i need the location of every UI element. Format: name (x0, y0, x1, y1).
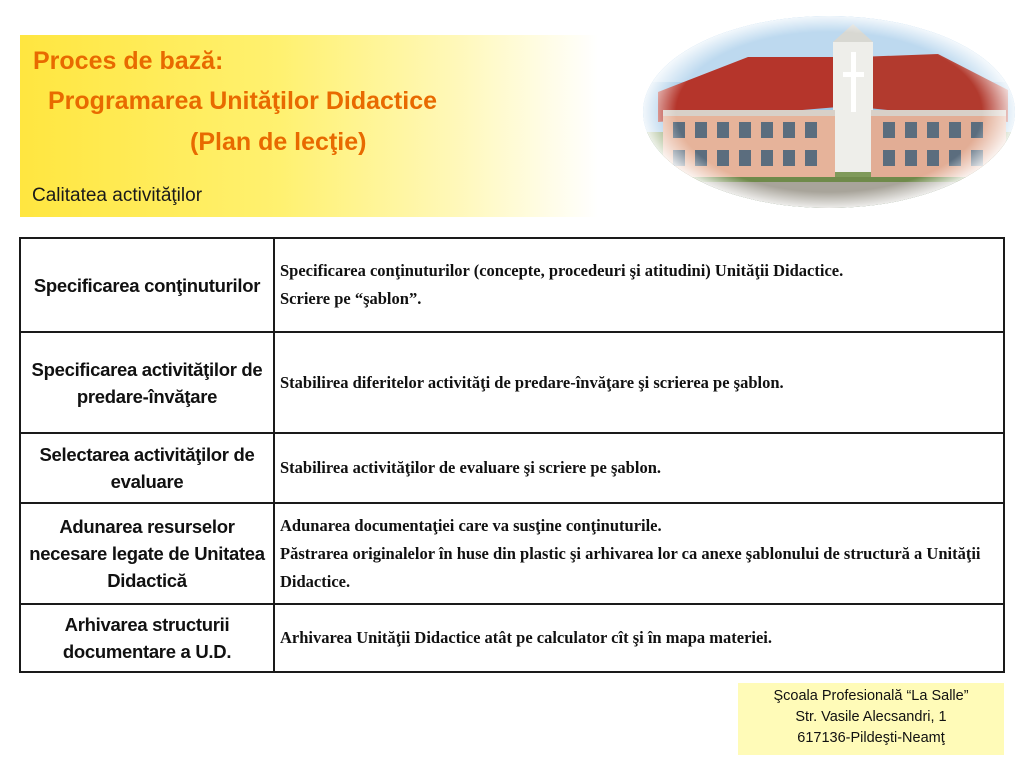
row-description (274, 332, 1004, 433)
page-title: Proces de bază: (33, 47, 224, 75)
page-title-sub: (Plan de lecţie) (190, 128, 367, 156)
description-line: Stabilirea activităţilor de evaluare şi scriere pe şablon. (280, 458, 661, 477)
description-line: Păstrarea originalelor în huse din plastic şi arhivarea lor ca anexe şablonului de structură a Unităţii Didactice. (280, 543, 981, 591)
school-name: Şcoala Profesională “La Salle” (773, 688, 969, 704)
row-description (274, 604, 1004, 672)
table-row (20, 503, 1004, 604)
description-line: Scriere pe “şablon”. (280, 289, 422, 308)
school-building-photo (638, 12, 1020, 212)
row-label: Specificarea activităţilor de predare-învăţare (20, 332, 274, 433)
school-city: 617136-Pildeşti-Neamţ (797, 730, 945, 746)
description-line: Adunarea documentaţiei care va susţine conţinuturile. (280, 515, 662, 535)
row-description (274, 433, 1004, 503)
row-description (274, 503, 1004, 604)
process-table (19, 237, 1005, 673)
table-row (20, 332, 1004, 433)
page-title-process: Programarea Unităţilor Didactice (48, 87, 438, 115)
description-line: Specificarea conţinuturilor (concepte, procedeuri şi atitudini) Unităţii Didactice. (280, 261, 844, 280)
school-address-box (738, 683, 1004, 755)
row-description (274, 238, 1004, 332)
table-row (20, 604, 1004, 672)
school-street: Str. Vasile Alecsandri, 1 (795, 709, 947, 725)
row-label: Selectarea activităţilor de evaluare (20, 433, 274, 503)
row-label: Arhivarea structurii documentare a U.D. (20, 604, 274, 672)
row-label: Adunarea resurselor necesare legate de Unitatea Didactică (20, 503, 274, 604)
row-label: Specificarea conţinuturilor (20, 238, 274, 332)
section-subtitle: Calitatea activităţilor (32, 185, 203, 206)
description-line: Arhivarea Unităţii Didactice atât pe calculator cît şi în mapa materiei. (280, 628, 773, 647)
title-box (20, 35, 598, 217)
table-row (20, 433, 1004, 503)
table-row (20, 238, 1004, 332)
description-line: Stabilirea diferitelor activităţi de predare-învăţare şi scrierea pe şablon. (280, 372, 784, 392)
